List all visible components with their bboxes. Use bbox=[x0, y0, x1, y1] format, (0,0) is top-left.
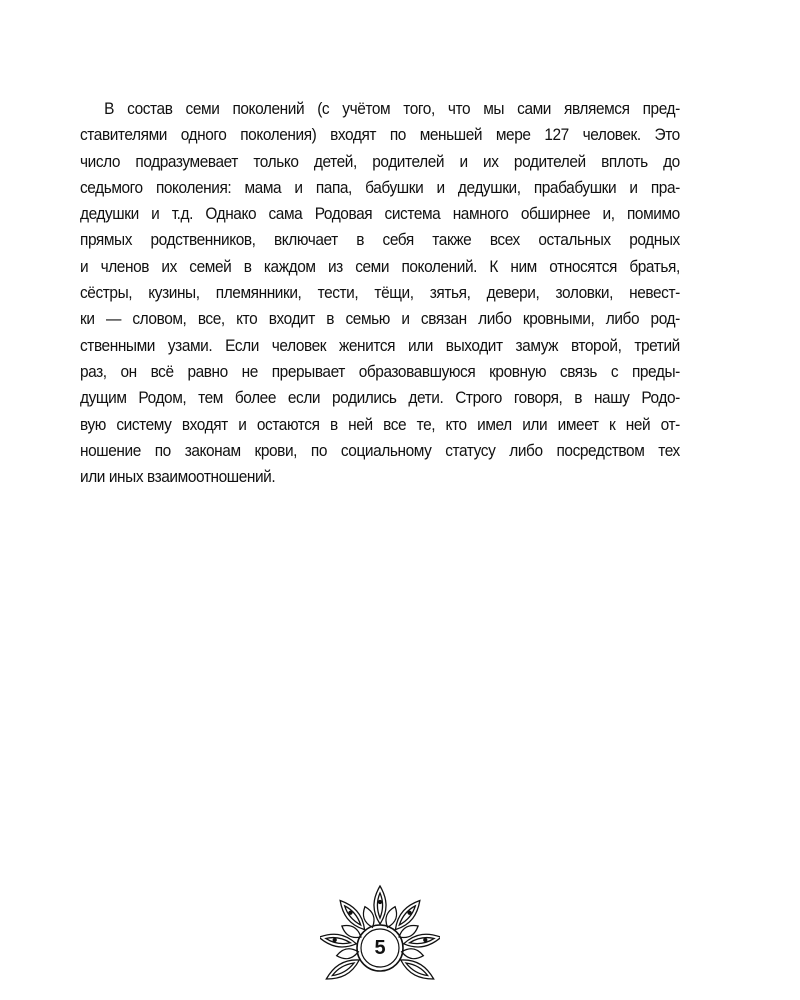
text-line-7: и членов их семей в каждом из семи поколений. К ним относятся братья, bbox=[80, 256, 680, 276]
text-line-8: сёстры, кузины, племянники, тести, тёщи, зятья, девери, золовки, невест- bbox=[80, 283, 680, 303]
body-paragraph bbox=[80, 96, 680, 490]
text-line-11: раз, он всё равно не прерывает образовавшуюся кровную связь с преды- bbox=[80, 361, 680, 381]
text-line-2: ставителями одного поколения) входят по меньшей мере 127 человек. Это bbox=[80, 125, 680, 145]
text-line-13: вую систему входят и остаются в ней все те, кто имел или имеет к ней от- bbox=[80, 414, 680, 434]
text-line-15: или иных взаимоотношений. bbox=[80, 467, 276, 487]
text-line-3: число подразумевает только детей, родителей и их родителей вплоть до bbox=[80, 151, 680, 171]
text-line-10: ственными узами. Если человек женится или выходит замуж второй, третий bbox=[80, 335, 680, 355]
page-number: 5 bbox=[374, 937, 386, 959]
text-line-5: дедушки и т.д. Однако сама Родовая система намного обширнее и, помимо bbox=[80, 204, 680, 224]
text-line-12: дущим Родом, тем более если родились дети. Строго говоря, в нашу Родо- bbox=[80, 388, 680, 408]
text-line-14: ношение по законам крови, по социальному статусу либо посредством тех bbox=[80, 440, 680, 460]
text-line-9: ки — словом, все, кто входит в семью и связан либо кровными, либо род- bbox=[80, 309, 680, 329]
text-line-6: прямых родственников, включает в себя также всех остальных родных bbox=[80, 230, 680, 250]
text-line-4: седьмого поколения: мама и папа, бабушки и дедушки, прабабушки и пра- bbox=[80, 177, 680, 197]
text-line-1: В состав семи поколений (с учётом того, что мы сами являемся пред- bbox=[104, 99, 680, 118]
